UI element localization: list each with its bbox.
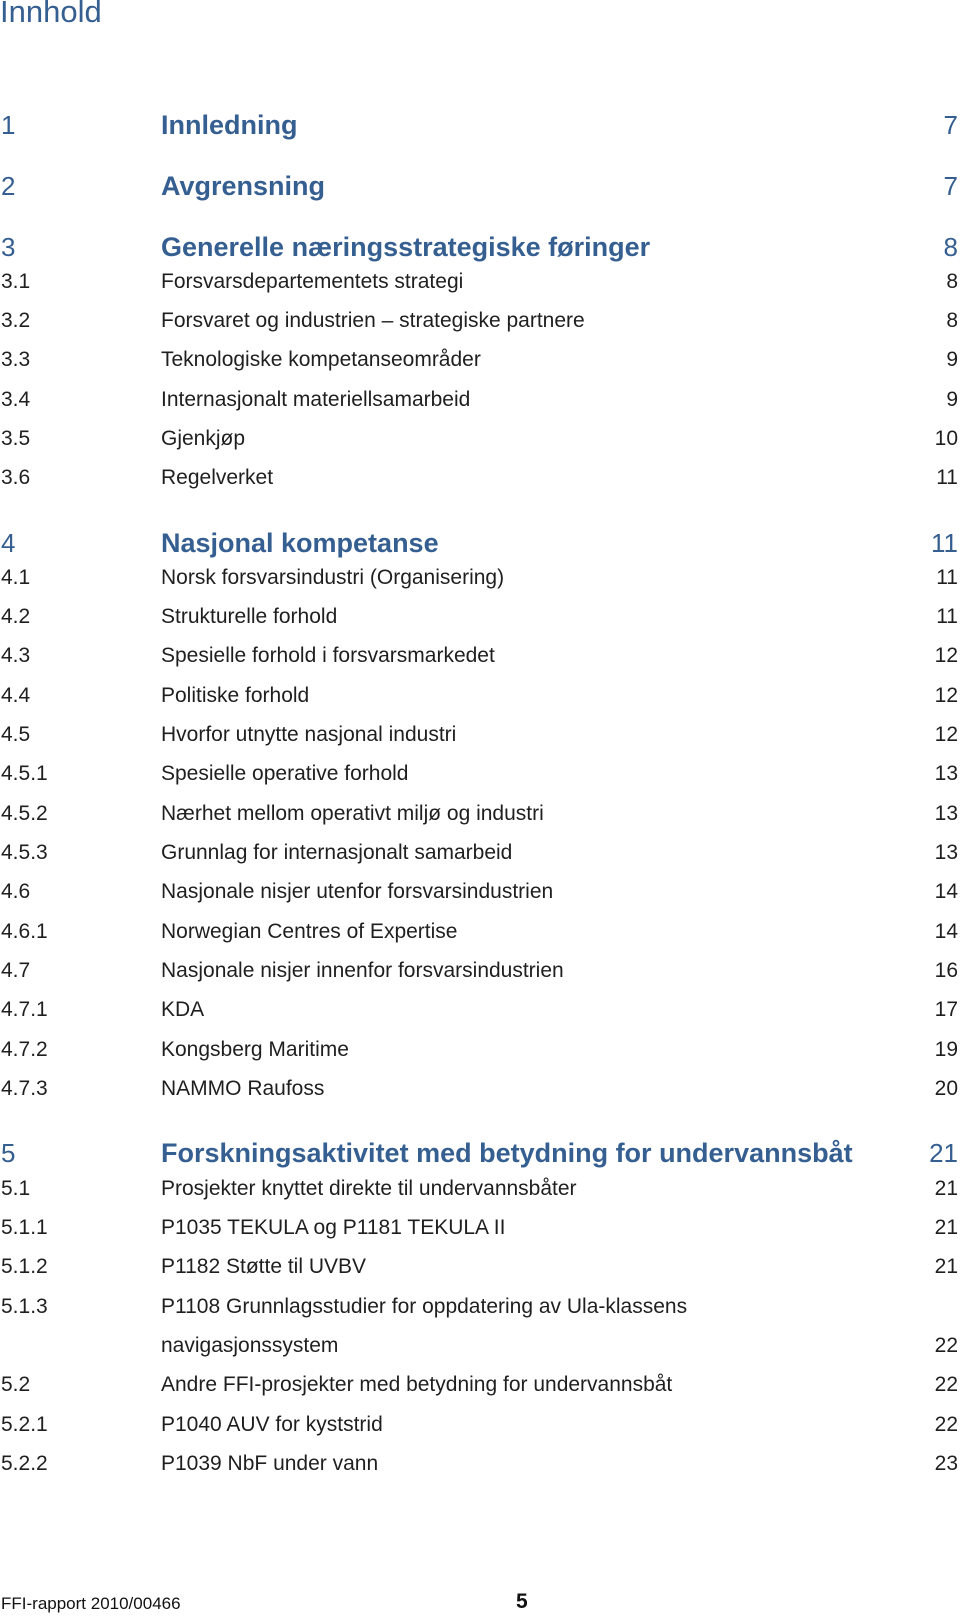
toc-entry-title: NAMMO Raufoss <box>161 1077 325 1100</box>
toc-entry-page: 13 <box>934 841 958 864</box>
toc-entry-number: 4.4 <box>1 684 31 707</box>
toc-entry-number: 1 <box>1 110 16 140</box>
toc-entry-number: 4 <box>1 528 16 558</box>
toc-entry-number: 5.2.2 <box>1 1452 48 1475</box>
toc-section-row[interactable] <box>0 1077 960 1113</box>
toc-entry-number: 3.3 <box>1 348 31 371</box>
toc-section-row[interactable] <box>0 762 960 798</box>
toc-entry-title: Spesielle operative forhold <box>161 762 409 785</box>
toc-entry-title: Andre FFI-prosjekter med betydning for undervannsbåt <box>161 1373 673 1396</box>
toc-entry-page: 10 <box>934 427 958 450</box>
toc-section-row[interactable] <box>0 466 960 502</box>
toc-section-row[interactable] <box>0 1216 960 1252</box>
toc-entry-number: 5.1.2 <box>1 1255 48 1278</box>
toc-entry-title: Politiske forhold <box>161 684 310 707</box>
toc-entry-number: 5.2 <box>1 1373 31 1396</box>
toc-section-row[interactable] <box>0 1413 960 1449</box>
toc-entry-title: navigasjonssystem <box>161 1334 339 1357</box>
toc-entry-number: 4.7.3 <box>1 1077 48 1100</box>
toc-entry-number: 3 <box>1 232 16 262</box>
toc-entry-number: 4.5.2 <box>1 802 48 825</box>
toc-entry-title: P1108 Grunnlagsstudier for oppdatering av Ula-klassens <box>161 1295 688 1318</box>
toc-entry-title: P1182 Støtte til UVBV <box>161 1255 367 1278</box>
toc-entry-title: Gjenkjøp <box>161 427 246 450</box>
toc-entry-number: 5.1 <box>1 1177 31 1200</box>
toc-entry-title: Avgrensning <box>161 171 326 201</box>
toc-entry-page: 17 <box>934 998 958 1021</box>
toc-chapter-row[interactable] <box>0 171 960 207</box>
toc-entry-page: 8 <box>946 270 958 293</box>
footer-page-number: 5 <box>516 1590 528 1613</box>
toc-entry-title: Nasjonale nisjer innenfor forsvarsindustrien <box>161 959 564 982</box>
toc-section-row[interactable] <box>0 920 960 956</box>
toc-entry-title: Forskningsaktivitet med betydning for undervannsbåt <box>161 1138 853 1168</box>
toc-entry-number: 4.7 <box>1 959 31 982</box>
toc-entry-page: 21 <box>934 1255 958 1278</box>
toc-section-row[interactable] <box>0 1373 960 1409</box>
toc-entry-title: Nærhet mellom operativt miljø og industri <box>161 802 544 825</box>
toc-entry-title: Generelle næringsstrategiske føringer <box>161 232 651 262</box>
toc-entry-number: 4.6 <box>1 880 31 903</box>
toc-chapter-row[interactable] <box>0 528 960 564</box>
toc-entry-number: 4.7.2 <box>1 1038 48 1061</box>
toc-entry-page: 7 <box>943 171 958 201</box>
toc-entry-page: 12 <box>934 723 958 746</box>
toc-entry-page: 21 <box>929 1138 958 1168</box>
toc-section-row[interactable] <box>0 1177 960 1213</box>
toc-entry-page: 9 <box>946 348 958 371</box>
toc-section-row[interactable] <box>0 841 960 877</box>
toc-entry-number: 2 <box>1 171 16 201</box>
toc-entry-page: 8 <box>946 309 958 332</box>
toc-entry-number: 4.5.1 <box>1 762 48 785</box>
toc-chapter-row[interactable] <box>0 1138 960 1174</box>
toc-entry-title: P1040 AUV for kyststrid <box>161 1413 383 1436</box>
toc-entry-page: 8 <box>943 232 958 262</box>
toc-entry-title: Forsvaret og industrien – strategiske partnere <box>161 309 585 332</box>
toc-entry-number: 3.6 <box>1 466 31 489</box>
toc-entry-number: 4.3 <box>1 644 31 667</box>
toc-section-row[interactable] <box>0 605 960 641</box>
toc-entry-number: 4.5.3 <box>1 841 48 864</box>
toc-entry-title: Norsk forsvarsindustri (Organisering) <box>161 566 505 589</box>
toc-entry-title: Nasjonale nisjer utenfor forsvarsindustrien <box>161 880 554 903</box>
toc-entry-page: 11 <box>936 566 958 589</box>
toc-section-row[interactable] <box>0 998 960 1034</box>
toc-entry-title: Norwegian Centres of Expertise <box>161 920 458 943</box>
toc-entry-title: Spesielle forhold i forsvarsmarkedet <box>161 644 495 667</box>
toc-entry-title: Innledning <box>161 110 298 140</box>
toc-entry-number: 5.2.1 <box>1 1413 48 1436</box>
toc-entry-page: 16 <box>934 959 958 982</box>
toc-entry-page: 12 <box>934 684 958 707</box>
toc-section-row[interactable] <box>0 1038 960 1074</box>
toc-entry-page: 22 <box>934 1373 958 1396</box>
toc-entry-page: 13 <box>934 762 958 785</box>
toc-section-row[interactable] <box>0 1295 960 1331</box>
toc-entry-title: Internasjonalt materiellsamarbeid <box>161 388 471 411</box>
toc-entry-title: Hvorfor utnytte nasjonal industri <box>161 723 457 746</box>
toc-section-row[interactable] <box>0 1255 960 1291</box>
toc-entry-page: 12 <box>934 644 958 667</box>
toc-entry-number: 5 <box>1 1138 16 1168</box>
toc-entry-page: 11 <box>931 528 958 558</box>
toc-entry-page: 22 <box>934 1413 958 1436</box>
toc-entry-title: Forsvarsdepartementets strategi <box>161 270 464 293</box>
toc-chapter-row[interactable] <box>0 232 960 268</box>
toc-entry-page: 19 <box>934 1038 958 1061</box>
toc-section-row[interactable] <box>0 684 960 720</box>
page-title: Innhold <box>0 0 102 29</box>
toc-entry-page: 11 <box>936 466 958 489</box>
toc-entry-title: Strukturelle forhold <box>161 605 338 628</box>
toc-entry-title: P1035 TEKULA og P1181 TEKULA II <box>161 1216 506 1239</box>
toc-section-row[interactable] <box>0 270 960 306</box>
toc-entry-title: Kongsberg Maritime <box>161 1038 349 1061</box>
toc-entry-title: P1039 NbF under vann <box>161 1452 379 1475</box>
toc-section-row[interactable] <box>0 802 960 838</box>
toc-section-row[interactable] <box>0 348 960 384</box>
toc-entry-number: 4.5 <box>1 723 31 746</box>
toc-entry-number: 4.2 <box>1 605 31 628</box>
toc-entry-number: 5.1.3 <box>1 1295 48 1318</box>
toc-entry-title: Prosjekter knyttet direkte til undervannsbåter <box>161 1177 577 1200</box>
toc-entry-title: Nasjonal kompetanse <box>161 528 439 558</box>
toc-entry-title: Regelverket <box>161 466 274 489</box>
toc-entry-title: Grunnlag for internasjonalt samarbeid <box>161 841 513 864</box>
toc-entry-page: 14 <box>934 920 958 943</box>
toc-entry-number: 3.2 <box>1 309 31 332</box>
toc-section-row[interactable] <box>0 880 960 916</box>
toc-entry-page: 21 <box>934 1216 958 1239</box>
toc-entry-number: 4.7.1 <box>1 998 48 1021</box>
toc-entry-page: 20 <box>934 1077 958 1100</box>
toc-entry-title: Teknologiske kompetanseområder <box>161 348 481 371</box>
toc-entry-number: 4.1 <box>1 566 31 589</box>
toc-entry-number: 3.4 <box>1 388 31 411</box>
toc-section-row[interactable] <box>0 566 960 602</box>
toc-section-row[interactable] <box>0 388 960 424</box>
footer-report-id: FFI-rapport 2010/00466 <box>1 1594 181 1613</box>
toc-entry-page: 14 <box>934 880 958 903</box>
toc-section-row[interactable] <box>0 309 960 345</box>
toc-section-row[interactable] <box>0 427 960 463</box>
toc-entry-page: 23 <box>934 1452 958 1475</box>
toc-chapter-row[interactable] <box>0 110 960 146</box>
toc-section-row[interactable] <box>0 959 960 995</box>
toc-entry-number: 5.1.1 <box>1 1216 48 1239</box>
toc-entry-page: 11 <box>936 605 958 628</box>
toc-entry-page: 13 <box>934 802 958 825</box>
toc-entry-page: 7 <box>943 110 958 140</box>
toc-entry-title: KDA <box>161 998 205 1021</box>
toc-section-row[interactable] <box>0 723 960 759</box>
toc-section-row[interactable] <box>0 644 960 680</box>
toc-entry-page: 21 <box>934 1177 958 1200</box>
toc-entry-number: 4.6.1 <box>1 920 48 943</box>
toc-section-row[interactable] <box>0 1452 960 1488</box>
toc-section-row[interactable] <box>0 1334 960 1370</box>
toc-entry-number: 3.1 <box>1 270 31 293</box>
toc-entry-page: 9 <box>946 388 958 411</box>
toc-entry-number: 3.5 <box>1 427 31 450</box>
toc-entry-page: 22 <box>934 1334 958 1357</box>
